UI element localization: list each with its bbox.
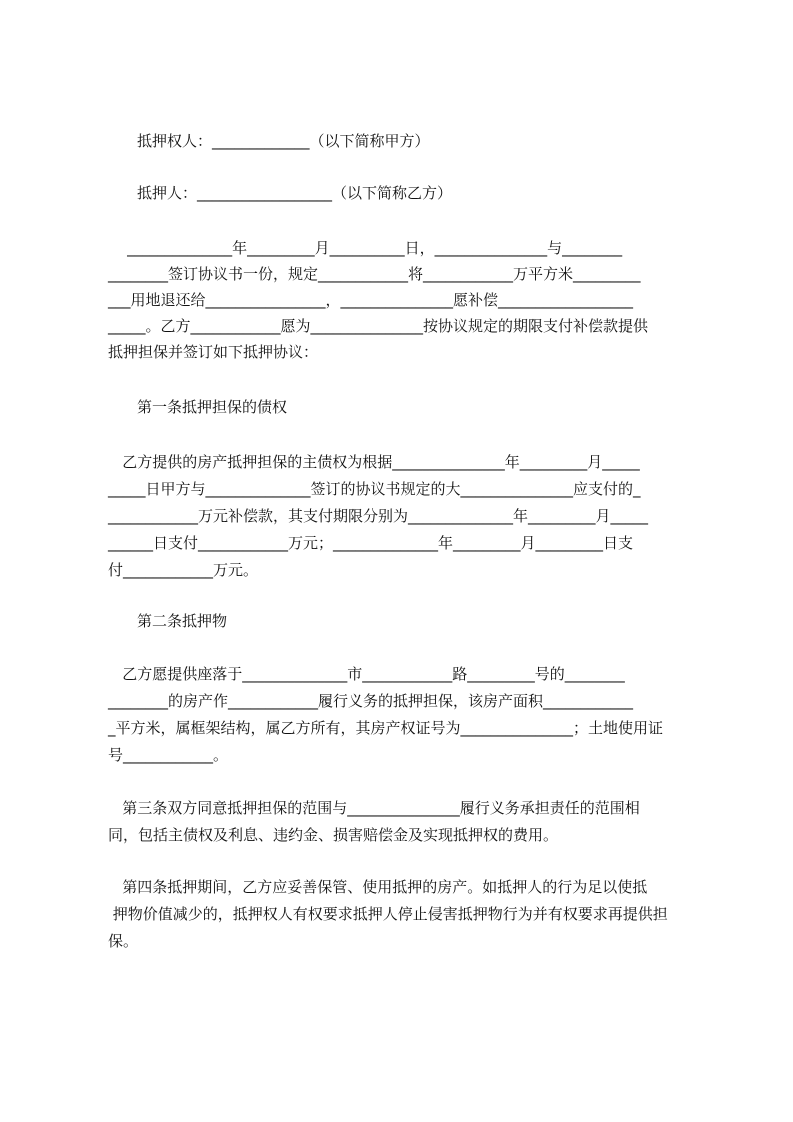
mortgagee-line: 抵押权人：_____________（以下简称甲方）	[137, 132, 430, 150]
article-4-line-3: 保。	[108, 932, 139, 950]
article-1-line-2: _____日甲方与______________签订的协议书规定的大_______________应支付的_	[108, 480, 641, 498]
intro-line-2: ________签订协议书一份，规定____________将____________万平方米_________	[108, 265, 641, 283]
article-1-line-5: 付____________万元。	[108, 561, 259, 579]
article-3-line-2: 同，包括主债权及利息、违约金、损害赔偿金及实现抵押权的费用。	[108, 826, 559, 844]
article-4-line-2: 押物价值减少的，抵押权人有权要求抵押人停止侵害抵押物行为并有权要求再提供担	[108, 905, 668, 923]
article-3-line-1: 第三条双方同意抵押担保的范围与_______________履行义务承担责任的范围相	[108, 799, 640, 817]
article-1-line-3: ____________万元补偿款，其支付期限分别为______________年_________月_____	[108, 507, 649, 525]
article-2-line-3: _平方米，属框架结构，属乙方所有，其房产权证号为_______________；土地使用证	[108, 719, 664, 737]
article-1-line-1: 乙方提供的房产抵押担保的主债权为根据_______________年_________月_____	[108, 453, 640, 471]
intro-line-1: ______________年_________月__________日，_______________与________	[108, 239, 623, 257]
article-2-line-4: 号____________。	[108, 746, 229, 764]
article-2-title: 第二条抵押物	[137, 612, 228, 630]
article-1-line-4: ______日支付____________万元；______________年_________月_________日支	[108, 534, 634, 552]
article-1-title: 第一条抵押担保的债权	[137, 398, 288, 416]
intro-line-5: 抵押担保并签订如下抵押协议：	[108, 343, 319, 361]
mortgagor-line: 抵押人：__________________（以下简称乙方）	[137, 184, 453, 202]
article-2-line-2: ________的房产作____________履行义务的抵押担保，该房产面积____________	[108, 692, 634, 710]
article-4-line-1: 第四条抵押期间，乙方应妥善保管、使用抵押的房产。如抵押人的行为足以使抵	[108, 878, 648, 896]
intro-line-3: ___用地退还给________________，_______________愿补偿__________________	[108, 291, 634, 309]
article-2-line-1: 乙方愿提供座落于______________市____________路_________号的________	[108, 665, 625, 683]
intro-line-4: _____。乙方____________愿为_______________按协议规定的期限支付补偿款提供	[108, 317, 649, 335]
